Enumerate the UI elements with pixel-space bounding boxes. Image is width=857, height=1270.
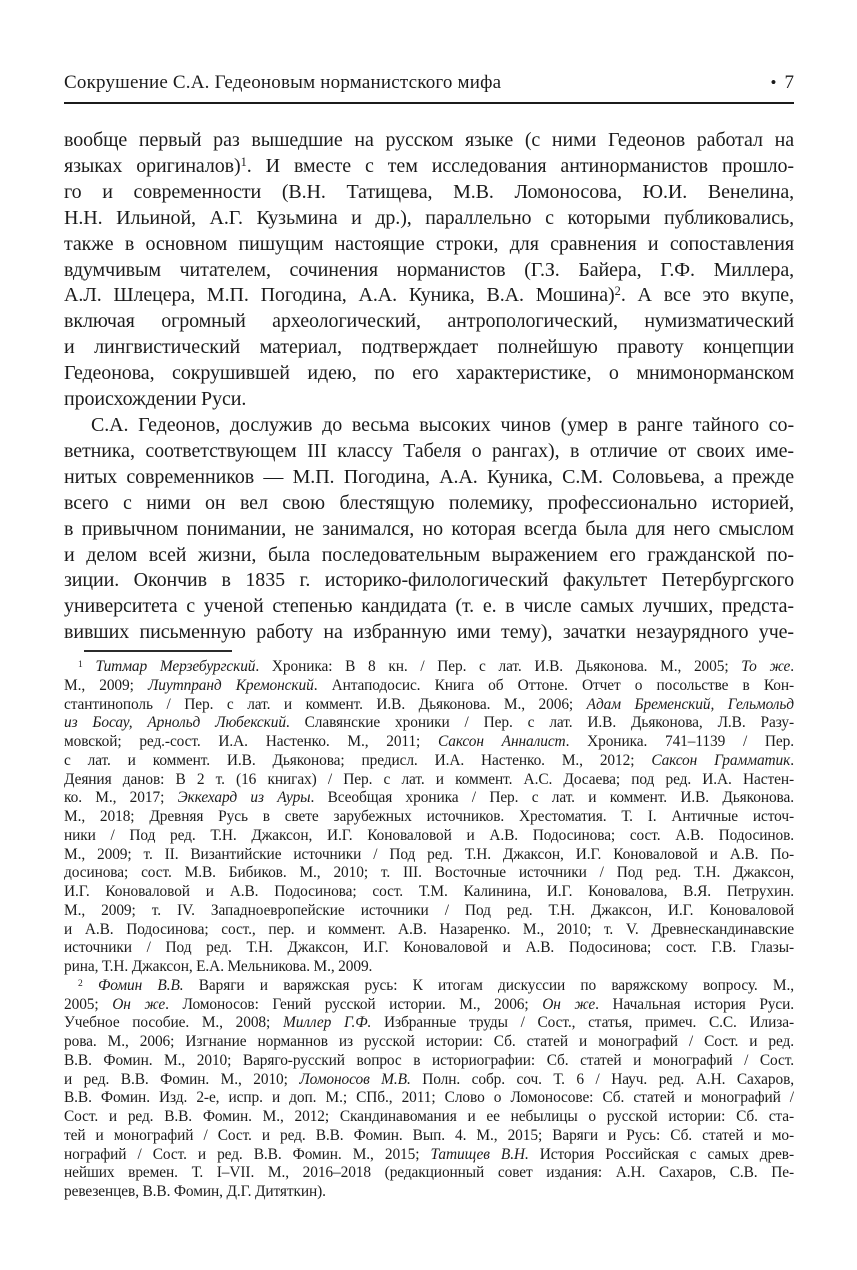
body-text-line <box>64 309 794 335</box>
running-header-title: Сокрушение С.А. Гедеоновым норманистского мифа <box>64 72 502 93</box>
text-segment: Сост. и ред. В.В. Фомин. М., 2012; Скандинавомания и ее небылицы о русской истории: Сб. ста- <box>64 1108 794 1126</box>
italic-text-segment: Ломоносов М.В. <box>299 1070 411 1088</box>
body-text-line <box>64 232 794 258</box>
text-segment: Деяния данов: В 2 т. (16 книгах) / Пер. с лат. и коммент. А.С. Досаева; под ред. И.А. Настен- <box>64 770 794 788</box>
text-segment: М., 2009; <box>64 676 148 694</box>
footnote-line <box>64 789 794 808</box>
text-segment: С.А. Гедеонов, дослужив до весьма высоких чинов (умер в ранге тайного со- <box>91 413 794 436</box>
body-text-line <box>64 387 794 413</box>
text-segment: всего с ними он вел свою блестящую полемику, профессионально историей, <box>64 491 794 514</box>
body-text-line <box>64 128 794 154</box>
body-text-line <box>64 154 794 180</box>
body-text <box>64 128 794 646</box>
footnote-ref-marker: 2 <box>78 977 83 989</box>
text-segment: . Славянские хроники / Пер. с лат. И.В. Дьяконова, Л.В. Разу- <box>285 714 794 732</box>
footnote-line <box>64 1052 794 1071</box>
text-segment: и лингвистический материал, подтверждает полнейшую правоту концепции <box>64 336 794 359</box>
text-segment: с лат. и коммент. И.В. Дьяконова; предисл. И.А. Настенко. М., 2012; <box>64 751 652 769</box>
footnote-line <box>64 1033 794 1052</box>
footnotes <box>64 658 794 1202</box>
text-segment: . <box>790 751 794 769</box>
footnote-line <box>64 677 794 696</box>
footnote-line <box>64 883 794 902</box>
body-text-line <box>64 258 794 284</box>
text-segment: стантинополь / Пер. с лат. и коммент. И.В. Дьяконова. М., 2006; <box>64 695 587 713</box>
text-segment: М., 2009; т. II. Византийские источники / Под ред. Т.Н. Джаксон, И.Г. Коноваловой и А.В. По- <box>64 845 794 863</box>
bullet-icon: • <box>770 73 777 92</box>
footnote-line <box>64 846 794 865</box>
body-text-line <box>64 206 794 232</box>
text-column <box>64 0 794 1202</box>
text-segment: Избранные труды / Сост., статья, примеч. С.С. Илиза- <box>371 1014 794 1032</box>
footnote-line <box>64 752 794 771</box>
italic-text-segment: из Босау, Арнольд Любекский <box>64 714 286 732</box>
body-text-line <box>64 413 794 439</box>
text-segment: рина, Т.Н. Джаксон, Е.А. Мельникова. М., 2009. <box>64 958 373 976</box>
italic-text-segment: Татищев В.Н. <box>430 1145 529 1163</box>
page-number: 7 <box>784 72 794 93</box>
text-segment: Учебное пособие. М., 2008; <box>64 1014 283 1032</box>
text-segment: языках оригиналов) <box>64 154 241 177</box>
italic-text-segment: Миллер Г.Ф. <box>282 1014 372 1032</box>
footnote-line <box>64 1071 794 1090</box>
text-segment: И.Г. Коноваловой и А.В. Подосинова; сост. Т.М. Калинина, И.Г. Коновалова, В.Я. Петрухин. <box>64 883 794 901</box>
text-segment: зиции. Окончив в 1835 г. историко-филологический факультет Петербургского <box>64 569 794 592</box>
text-segment: вдумчивым читателем, сочинения норманистов (Г.З. Байера, Г.Ф. Миллера, <box>64 258 794 281</box>
text-segment: нейших времен. Т. I–VII. М., 2016–2018 (редакционный совет издания: А.Н. Сахаров, С.В. Пе- <box>64 1164 794 1182</box>
text-segment: мовской; ред.-сост. И.А. Настенко. М., 2011; <box>64 733 439 751</box>
body-text-line <box>64 620 794 646</box>
footnote-ref-marker: 1 <box>240 154 247 169</box>
text-segment: и А.В. Подосинова; сост., пер. и коммент. А.В. Назаренко. М., 2010; т. V. Древнескандинавские <box>64 920 794 938</box>
text-segment: также в основном пишущим настоящие строки, для сравнения и сопоставления <box>64 232 794 255</box>
italic-text-segment: Титмар Мерзебургский <box>95 658 256 676</box>
body-text-line <box>64 568 794 594</box>
text-segment: Н.Н. Ильиной, А.Г. Кузьмина и др.), параллельно с которыми публиковались, <box>64 206 794 229</box>
footnote-line <box>64 1146 794 1165</box>
body-text-line <box>64 517 794 543</box>
text-segment: М., 2018; Древняя Русь в свете зарубежных источников. Хрестоматия. Т. I. Античные источ- <box>64 808 794 826</box>
text-segment: ко. М., 2017; <box>64 789 178 807</box>
footnote-line <box>64 1014 794 1033</box>
footnote-line <box>64 921 794 940</box>
footnote-line <box>64 958 794 977</box>
text-segment: ветника, соответствующем III классу Табеля о рангах), в отличие от своих име- <box>64 439 794 462</box>
text-segment: и делом всей жизни, была последовательным выражением его гражданской по- <box>64 543 794 566</box>
footnote-line <box>64 696 794 715</box>
text-segment: . Хроника. 741–1139 / Пер. <box>565 733 794 751</box>
italic-text-segment: Адам Бременский, Гельмольд <box>586 695 794 713</box>
body-text-line <box>64 439 794 465</box>
footnote-line <box>64 1108 794 1127</box>
footnote-line <box>64 827 794 846</box>
footnote-line <box>64 733 794 752</box>
footnote-line <box>64 1089 794 1108</box>
text-segment: вивших письменную работу на избранную ими тему), зачатки незаурядного уче- <box>64 621 794 644</box>
text-segment: . Антаподосис. Книга об Оттоне. Отчет о посольстве в Кон- <box>313 676 795 694</box>
text-segment: История Российская с самых древ- <box>528 1145 794 1163</box>
italic-text-segment: Саксон Грамматик <box>651 751 791 769</box>
page-marker <box>771 72 794 93</box>
footnote-line <box>64 977 794 996</box>
italic-text-segment: Он же <box>112 995 166 1013</box>
text-segment: нографий / Сост. и ред. В.В. Фомин. М., 2015; <box>64 1145 431 1163</box>
body-text-line <box>64 180 794 206</box>
text-segment <box>83 658 96 675</box>
text-segment: досинова; сост. М.В. Бибиков. М., 2010; т. III. Восточные источники / Под ред. Т.Н. Джаксон, <box>64 864 794 882</box>
text-segment: включая огромный археологический, антропологический, нумизматический <box>64 310 794 333</box>
footnote-line <box>64 1164 794 1183</box>
italic-text-segment: Лиутпранд Кремонский <box>147 676 314 694</box>
text-segment: 2005; <box>64 995 113 1013</box>
text-segment: и ред. В.В. Фомин. М., 2010; <box>64 1070 300 1088</box>
text-segment: ревезенцев, В.В. Фомин, Д.Г. Дитяткин). <box>64 1183 326 1201</box>
text-segment: источники / Под ред. Т.Н. Джаксон, И.Г. Коноваловой и А.В. Подосинова; сост. Г.В. Глазы- <box>64 939 794 957</box>
text-segment: . Ломоносов: Гений русской истории. М., 2006; <box>165 995 543 1013</box>
text-segment: нитых современников — М.П. Погодина, А.А. Куника, С.М. Соловьева, а прежде <box>64 465 794 488</box>
footnote-line <box>64 864 794 883</box>
text-segment: М., 2009; т. IV. Западноевропейские источники / Под ред. Т.Н. Джаксон, И.Г. Коноваловой <box>64 901 794 919</box>
body-text-line <box>64 361 794 387</box>
footnote-line <box>64 939 794 958</box>
text-segment: В.В. Фомин. Изд. 2-е, испр. и доп. М.; СПб., 2011; Слово о Ломоносове: Сб. статей и монографий / <box>64 1089 794 1107</box>
text-segment: происхождении Руси. <box>64 388 247 411</box>
text-segment: Полн. собр. соч. Т. 6 / Науч. ред. А.Н. Сахаров, <box>410 1070 794 1088</box>
text-segment: . А все это вкупе, <box>620 284 794 307</box>
text-segment: Гедеонова, сокрушившей идею, по его характеристике, о мнимонорманском <box>64 362 794 385</box>
italic-text-segment: Эккехард из Ауры <box>177 789 311 807</box>
body-text-line <box>64 465 794 491</box>
italic-text-segment: То же <box>741 658 791 676</box>
text-segment: В.В. Фомин. М., 2010; Варяго-русский вопрос в историографии: Сб. статей и монографий / Сост. <box>64 1051 794 1069</box>
text-segment: ники / Под ред. Т.Н. Джаксон, И.Г. Коноваловой и А.В. Подосинова; сост. А.В. Подосинов. <box>64 826 794 844</box>
body-text-line <box>64 543 794 569</box>
footnote-ref-marker: 2 <box>614 284 621 299</box>
footnote-line <box>64 902 794 921</box>
italic-text-segment: Фомин В.В. <box>98 976 184 994</box>
text-segment: вообще первый раз вышедшие на русском языке (с ними Гедеонов работал на <box>64 129 794 151</box>
text-segment: рова. М., 2006; Изгнание норманнов из русской истории: Сб. статей и монографий / Сост. и ред. <box>64 1033 794 1051</box>
footnote-ref-marker: 1 <box>78 659 83 671</box>
text-segment: Варяги и варяжская русь: К итогам дискуссии по варяжскому вопросу. М., <box>183 976 794 994</box>
italic-text-segment: Он же <box>542 995 596 1013</box>
text-segment: . Хроника: В 8 кн. / Пер. с лат. И.В. Дьяконова. М., 2005; <box>255 658 742 676</box>
text-segment: . Начальная история Руси. <box>595 995 794 1013</box>
body-text-line <box>64 283 794 309</box>
text-segment: в привычном понимании, не занимался, но которая всегда была для него смыслом <box>64 517 794 540</box>
footnote-line <box>64 771 794 790</box>
text-segment <box>83 977 98 994</box>
text-segment: го и современности (В.Н. Татищева, М.В. Ломоносова, Ю.И. Венелина, <box>64 180 794 203</box>
footnote-rule <box>84 650 232 652</box>
text-segment: университета с ученой степенью кандидата (т. е. в числе самых лучших, предста- <box>64 595 794 618</box>
text-segment: . Всеобщая хроника / Пер. с лат. и коммент. И.В. Дьяконова. <box>310 789 794 807</box>
footnote-line <box>64 1183 794 1202</box>
footnote-line <box>64 714 794 733</box>
text-segment: тей и монографий / Сост. и ред. В.В. Фомин. Вып. 4. М., 2015; Варяги и Русь: Сб. статей и мо- <box>64 1126 794 1144</box>
body-text-line <box>64 594 794 620</box>
running-header <box>64 72 794 104</box>
body-text-line <box>64 491 794 517</box>
footnote-line <box>64 1127 794 1146</box>
footnote-line <box>64 658 794 677</box>
text-segment: . И вместе с тем исследования антинорманистов прошло- <box>246 154 794 177</box>
text-segment: . <box>790 658 794 676</box>
italic-text-segment: Саксон Анналист <box>438 733 566 751</box>
footnote-line <box>64 996 794 1015</box>
body-text-line <box>64 335 794 361</box>
footnote-line <box>64 808 794 827</box>
text-segment: А.Л. Шлецера, М.П. Погодина, А.А. Куника, В.А. Мошина) <box>64 284 615 307</box>
